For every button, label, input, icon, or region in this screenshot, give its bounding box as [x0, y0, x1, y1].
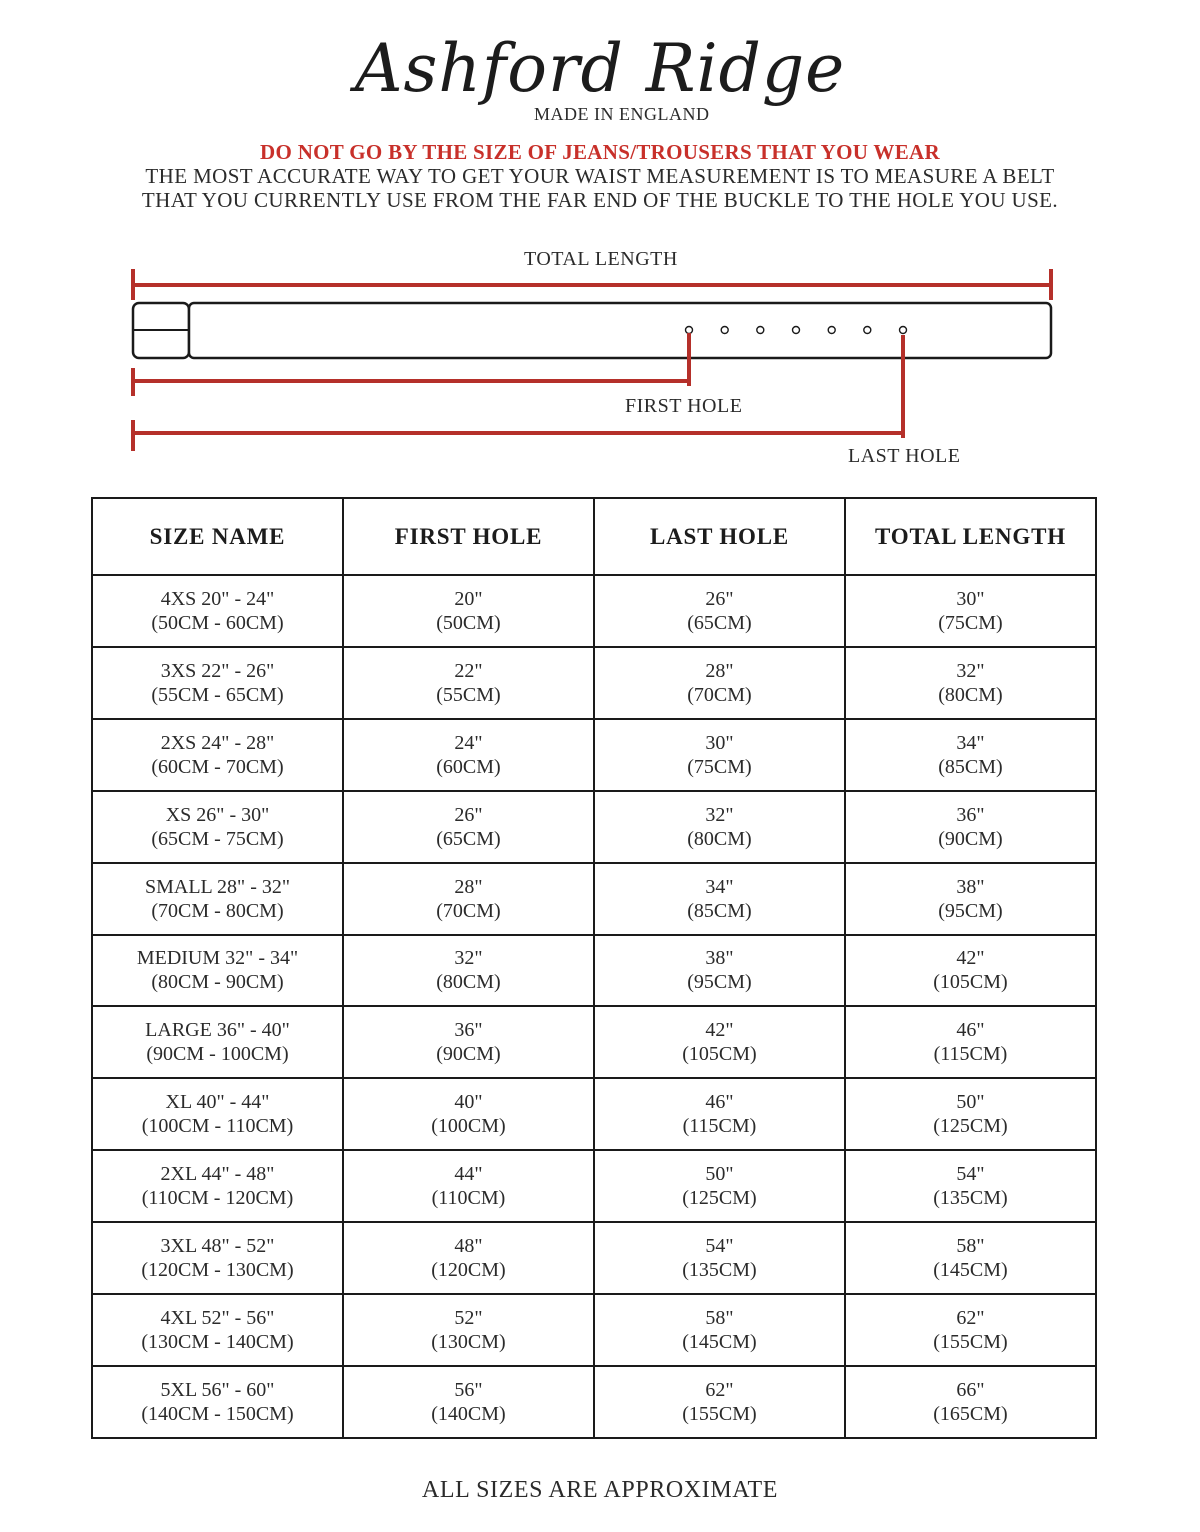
cell-inches: 40"	[454, 1091, 483, 1114]
last-hole-cell	[594, 647, 845, 719]
total-length-cell	[845, 719, 1096, 791]
cell-centimeters: (75CM)	[938, 611, 1003, 634]
cell-centimeters: (65CM - 75CM)	[151, 827, 284, 850]
header-size-name: SIZE NAME	[92, 498, 343, 575]
cell-inches: SMALL 28" - 32"	[144, 875, 291, 898]
cell-inches: 52"	[454, 1307, 483, 1330]
table-row	[92, 575, 1096, 647]
cell-centimeters: (115CM)	[933, 1043, 1008, 1066]
cell-centimeters: (55CM - 65CM)	[151, 683, 284, 706]
cell-inches: 3XS 22" - 26"	[160, 659, 275, 682]
cell-inches: XL 40" - 44"	[165, 1091, 270, 1114]
cell-centimeters: (70CM)	[687, 683, 752, 706]
cell-inches: 32"	[454, 947, 483, 970]
cell-centimeters: (130CM - 140CM)	[141, 1331, 294, 1354]
cell-inches: 2XL 44" - 48"	[160, 1163, 275, 1186]
cell-centimeters: (135CM)	[933, 1187, 1008, 1210]
cell-inches: 3XL 48" - 52"	[160, 1235, 275, 1258]
belt-hole	[686, 327, 693, 334]
cell-inches: 38"	[705, 947, 734, 970]
cell-centimeters: (145CM)	[682, 1331, 757, 1354]
cell-inches: 4XL 52" - 56"	[160, 1307, 275, 1330]
total-length-cell	[845, 575, 1096, 647]
cell-centimeters: (85CM)	[938, 755, 1003, 778]
size-chart-table	[91, 497, 1097, 1439]
cell-centimeters: (100CM - 110CM)	[141, 1115, 294, 1138]
sizing-warning: DO NOT GO BY THE SIZE OF JEANS/TROUSERS THAT YOU WEAR	[260, 140, 940, 164]
instruction-line-2: THAT YOU CURRENTLY USE FROM THE FAR END OF THE BUCKLE TO THE HOLE YOU USE.	[141, 188, 1059, 212]
first-hole-cell	[343, 647, 594, 719]
cell-centimeters: (70CM)	[436, 899, 501, 922]
first-hole-label: FIRST HOLE	[625, 395, 743, 417]
cell-inches: 26"	[705, 587, 734, 610]
cell-centimeters: (80CM)	[687, 827, 752, 850]
table-row	[92, 1006, 1096, 1078]
brand-logo: Ashford Ridge	[354, 30, 846, 107]
cell-inches: 5XL 56" - 60"	[160, 1378, 275, 1401]
cell-inches: 54"	[705, 1235, 734, 1258]
cell-inches: 42"	[705, 1019, 734, 1042]
table-row	[92, 719, 1096, 791]
cell-inches: 32"	[705, 803, 734, 826]
cell-inches: 62"	[705, 1378, 734, 1401]
cell-centimeters: (65CM)	[436, 827, 501, 850]
cell-centimeters: (115CM)	[682, 1115, 757, 1138]
belt-hole	[900, 327, 907, 334]
cell-centimeters: (90CM)	[436, 1043, 501, 1066]
first-hole-cell	[343, 791, 594, 863]
table-row	[92, 1150, 1096, 1222]
cell-inches: 38"	[956, 875, 985, 898]
last-hole-cell	[594, 1366, 845, 1438]
cell-centimeters: (50CM - 60CM)	[151, 611, 284, 634]
first-hole-cell	[343, 1150, 594, 1222]
cell-centimeters: (50CM)	[436, 611, 501, 634]
cell-centimeters: (145CM)	[933, 1259, 1008, 1282]
size-name-cell	[92, 1078, 343, 1150]
total-length-label: TOTAL LENGTH	[524, 248, 678, 270]
table-row	[92, 1078, 1096, 1150]
cell-inches: 58"	[956, 1235, 985, 1258]
cell-centimeters: (95CM)	[938, 899, 1003, 922]
size-name-cell	[92, 647, 343, 719]
cell-inches: 34"	[956, 731, 985, 754]
cell-inches: 54"	[956, 1163, 985, 1186]
header-first-hole: FIRST HOLE	[343, 498, 594, 575]
cell-inches: 58"	[705, 1307, 734, 1330]
cell-centimeters: (90CM - 100CM)	[146, 1043, 289, 1066]
cell-inches: 56"	[454, 1378, 483, 1401]
cell-centimeters: (60CM)	[436, 755, 501, 778]
brand-tagline: MADE IN ENGLAND	[534, 104, 710, 124]
table-row	[92, 791, 1096, 863]
size-name-cell	[92, 1366, 343, 1438]
first-hole-cell	[343, 1078, 594, 1150]
cell-centimeters: (155CM)	[933, 1331, 1008, 1354]
header-total-length: TOTAL LENGTH	[845, 498, 1096, 575]
cell-centimeters: (130CM)	[431, 1331, 506, 1354]
table-row	[92, 1366, 1096, 1438]
cell-centimeters: (90CM)	[938, 827, 1003, 850]
first-hole-cell	[343, 863, 594, 935]
cell-centimeters: (140CM - 150CM)	[141, 1402, 294, 1425]
cell-centimeters: (125CM)	[933, 1115, 1008, 1138]
last-hole-cell	[594, 1294, 845, 1366]
size-name-cell	[92, 863, 343, 935]
cell-centimeters: (95CM)	[687, 971, 752, 994]
last-hole-label: LAST HOLE	[848, 445, 961, 467]
last-hole-cell	[594, 1150, 845, 1222]
last-hole-cell	[594, 935, 845, 1007]
table-row	[92, 1294, 1096, 1366]
cell-centimeters: (65CM)	[687, 611, 752, 634]
cell-centimeters: (80CM - 90CM)	[151, 971, 284, 994]
first-hole-cell	[343, 935, 594, 1007]
last-hole-cell	[594, 575, 845, 647]
cell-centimeters: (120CM)	[431, 1259, 506, 1282]
cell-inches: 26"	[454, 803, 483, 826]
cell-inches: MEDIUM 32" - 34"	[136, 947, 299, 970]
total-length-cell	[845, 1150, 1096, 1222]
first-hole-cell	[343, 719, 594, 791]
cell-inches: 66"	[956, 1378, 985, 1401]
cell-inches: XS 26" - 30"	[165, 803, 270, 826]
first-hole-cell	[343, 1006, 594, 1078]
first-hole-cell	[343, 1366, 594, 1438]
cell-inches: 30"	[705, 731, 734, 754]
table-row	[92, 1222, 1096, 1294]
total-length-cell	[845, 1222, 1096, 1294]
cell-inches: 30"	[956, 587, 985, 610]
total-length-cell	[845, 935, 1096, 1007]
cell-centimeters: (85CM)	[687, 899, 752, 922]
cell-centimeters: (80CM)	[436, 971, 501, 994]
cell-inches: 36"	[956, 803, 985, 826]
cell-inches: LARGE 36" - 40"	[145, 1019, 290, 1042]
cell-centimeters: (70CM - 80CM)	[151, 899, 284, 922]
size-name-cell	[92, 935, 343, 1007]
cell-centimeters: (120CM - 130CM)	[141, 1259, 294, 1282]
last-hole-cell	[594, 719, 845, 791]
last-hole-cell	[594, 863, 845, 935]
table-row	[92, 647, 1096, 719]
last-hole-cell	[594, 791, 845, 863]
cell-inches: 20"	[454, 587, 483, 610]
total-length-cell	[845, 1294, 1096, 1366]
belt-diagram	[0, 0, 1200, 480]
cell-inches: 62"	[956, 1307, 985, 1330]
cell-inches: 46"	[956, 1019, 985, 1042]
belt-hole	[757, 327, 764, 334]
cell-inches: 46"	[705, 1091, 734, 1114]
cell-inches: 24"	[454, 731, 483, 754]
cell-centimeters: (100CM)	[431, 1115, 506, 1138]
total-length-cell	[845, 1366, 1096, 1438]
table-row	[92, 935, 1096, 1007]
last-hole-cell	[594, 1006, 845, 1078]
first-hole-cell	[343, 1294, 594, 1366]
belt-hole	[793, 327, 800, 334]
total-length-cell	[845, 647, 1096, 719]
cell-centimeters: (105CM)	[933, 971, 1008, 994]
first-hole-cell	[343, 575, 594, 647]
cell-centimeters: (55CM)	[436, 683, 501, 706]
total-length-cell	[845, 1078, 1096, 1150]
cell-centimeters: (110CM)	[431, 1187, 506, 1210]
total-length-cell	[845, 1006, 1096, 1078]
header-last-hole: LAST HOLE	[594, 498, 845, 575]
cell-centimeters: (165CM)	[933, 1402, 1008, 1425]
cell-inches: 34"	[705, 875, 734, 898]
size-name-cell	[92, 791, 343, 863]
cell-inches: 44"	[454, 1163, 483, 1186]
size-name-cell	[92, 719, 343, 791]
belt-outline	[133, 303, 1051, 358]
belt-strap	[189, 303, 1051, 358]
cell-centimeters: (80CM)	[938, 683, 1003, 706]
last-hole-cell	[594, 1078, 845, 1150]
cell-inches: 50"	[705, 1163, 734, 1186]
cell-centimeters: (135CM)	[682, 1259, 757, 1282]
cell-inches: 2XS 24" - 28"	[160, 731, 275, 754]
cell-centimeters: (110CM - 120CM)	[141, 1187, 294, 1210]
cell-inches: 36"	[454, 1019, 483, 1042]
cell-inches: 48"	[454, 1235, 483, 1258]
approximate-note: ALL SIZES ARE APPROXIMATE	[421, 1477, 779, 1503]
belt-hole	[828, 327, 835, 334]
belt-hole	[721, 327, 728, 334]
cell-centimeters: (140CM)	[431, 1402, 506, 1425]
cell-inches: 28"	[705, 659, 734, 682]
cell-centimeters: (60CM - 70CM)	[151, 755, 284, 778]
cell-centimeters: (155CM)	[682, 1402, 757, 1425]
total-length-cell	[845, 791, 1096, 863]
size-name-cell	[92, 1294, 343, 1366]
size-name-cell	[92, 1006, 343, 1078]
size-name-cell	[92, 575, 343, 647]
cell-inches: 4XS 20" - 24"	[160, 587, 275, 610]
cell-inches: 50"	[956, 1091, 985, 1114]
size-name-cell	[92, 1222, 343, 1294]
cell-inches: 28"	[454, 875, 483, 898]
table-row	[92, 863, 1096, 935]
instruction-line-1: THE MOST ACCURATE WAY TO GET YOUR WAIST MEASUREMENT IS TO MEASURE A BELT	[145, 164, 1055, 188]
cell-inches: 22"	[454, 659, 483, 682]
cell-centimeters: (125CM)	[682, 1187, 757, 1210]
belt-hole	[864, 327, 871, 334]
first-hole-cell	[343, 1222, 594, 1294]
table-header-row	[92, 498, 1096, 575]
cell-inches: 42"	[956, 947, 985, 970]
cell-centimeters: (105CM)	[682, 1043, 757, 1066]
last-hole-cell	[594, 1222, 845, 1294]
total-length-cell	[845, 863, 1096, 935]
cell-inches: 32"	[956, 659, 985, 682]
cell-centimeters: (75CM)	[687, 755, 752, 778]
size-name-cell	[92, 1150, 343, 1222]
total-length-measure	[133, 269, 1051, 300]
